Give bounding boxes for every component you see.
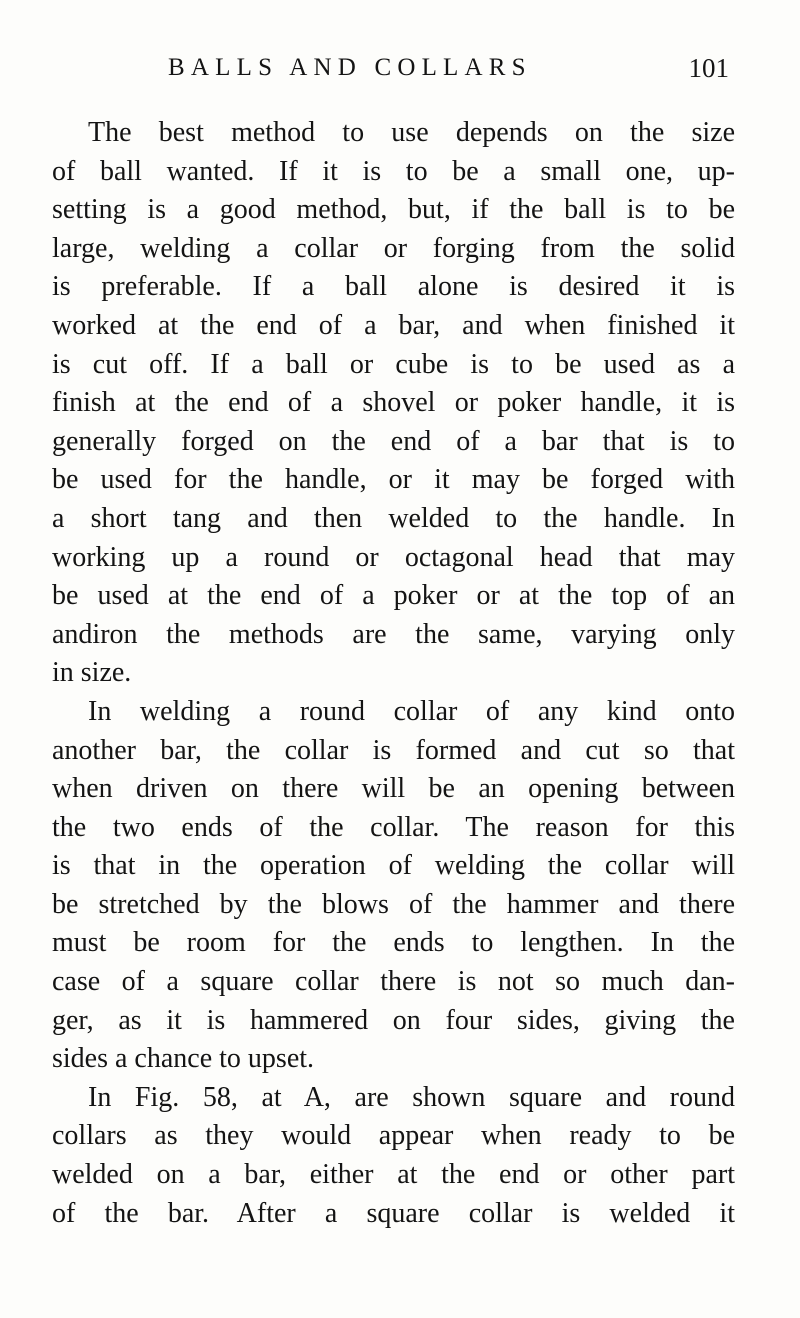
text-line: In welding a round collar of any kind onto [88,695,735,727]
text-line: another bar, the collar is formed and cut so that [52,734,735,766]
text-line: finish at the end of a shovel or poker handle, it is [52,387,735,419]
text-line: a short tang and then welded to the handle. In [52,502,735,534]
text-line: sides a chance to upset. [52,1043,315,1075]
text-line: in size. [52,657,132,689]
page-number: 101 [688,53,729,83]
page-header [52,50,735,86]
text-line: ger, as it is hammered on four sides, giving the [52,1004,735,1036]
text-line: be used at the end of a poker or at the top of an [52,580,735,612]
text-line: The best method to use depends on the size [88,117,735,148]
text-line: setting is a good method, but, if the ball is to be [52,194,735,226]
text-line: generally forged on the end of a bar that is to [52,425,735,457]
text-line: worked at the end of a bar, and when finished it [52,309,735,341]
paragraph [52,693,735,1079]
text-line: is that in the operation of welding the collar will [52,850,735,882]
text-line: be used for the handle, or it may be forged with [52,464,735,496]
text-line: is cut off. If a ball or cube is to be used as a [52,348,735,380]
text-line: case of a square collar there is not so much dan- [52,966,735,998]
text-line: when driven on there will be an opening between [52,773,735,805]
text-line: working up a round or octagonal head that may [52,541,735,573]
text-line: large, welding a collar or forging from the solid [52,232,735,264]
text-line: collars as they would appear when ready to be [52,1120,735,1152]
text-line: welded on a bar, either at the end or other part [52,1159,735,1191]
text-line: must be room for the ends to lengthen. In the [52,927,735,959]
text-line: be stretched by the blows of the hammer and there [52,888,735,920]
text-line: of ball wanted. If it is to be a small one, up- [52,155,735,187]
text-line: In Fig. 58, at A, are shown square and round [88,1081,735,1113]
text-line: the two ends of the collar. The reason for this [52,811,735,843]
text-line: of the bar. After a square collar is welded it [52,1197,735,1229]
paragraph [52,114,735,693]
text-line: is preferable. If a ball alone is desired it is [52,271,735,303]
paragraph [52,1079,735,1233]
text-line: andiron the methods are the same, varying only [52,618,735,650]
body-text [52,114,735,1233]
running-title: BALLS AND COLLARS [168,54,532,81]
